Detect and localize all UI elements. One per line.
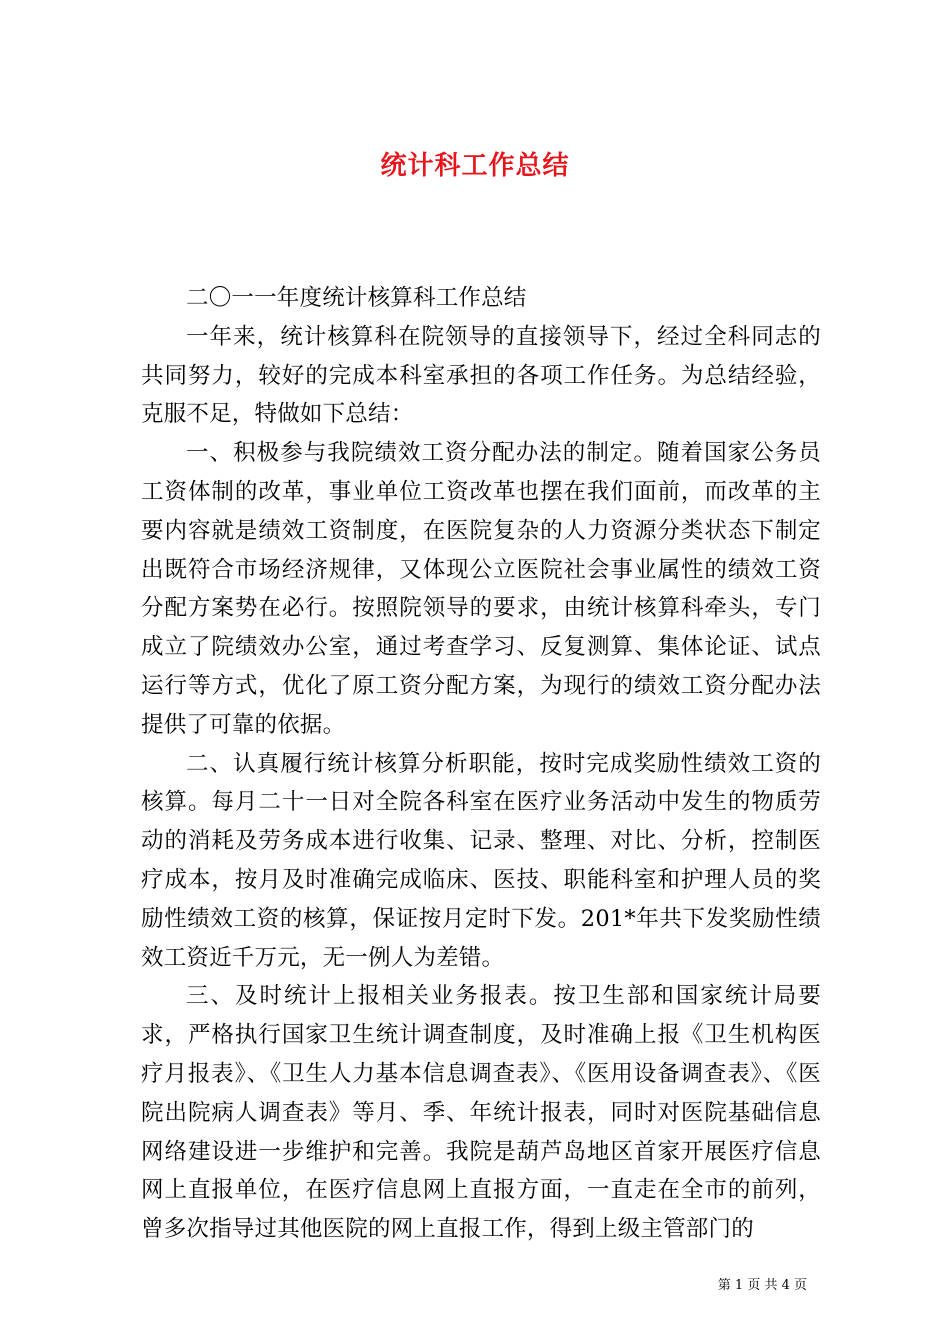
page-number: 第 1 页 共 4 页: [717, 1278, 807, 1293]
paragraph-section-3: 三、及时统计上报相关业务报表。按卫生部和国家统计局要求，严格执行国家卫生统计调查制度，及时准确上报《卫生机构医疗月报表》、《卫生人力基本信息调查表》、《医用设备调查表》、《医院出院病人调查表》等月、季、年统计报表，同时对医院基础信息网络建设进一步维护和完善。我院是葫芦岛地区首家开展医疗信息网上直报单位，在医疗信息网上直报方面，一直走在全市的前列，曾多次指导过其他医院的网上直报工作，得到上级主管部门的: [141, 983, 821, 1243]
paragraph-subtitle: 二〇一一年度统计核算科工作总结: [186, 285, 527, 311]
document-body: [141, 279, 821, 1249]
paragraph-section-2: 二、认真履行统计核算分析职能，按时完成奖励性绩效工资的核算。每月二十一日对全院各科室在医疗业务活动中发生的物质劳动的消耗及劳务成本进行收集、记录、整理、对比、分析，控制医疗成本，按月及时准确完成临床、医技、职能科室和护理人员的奖励性绩效工资的核算，保证按月定时下发。201*年共下发奖励性绩效工资近千万元，无一例人为差错。: [141, 750, 821, 971]
paragraph-intro: 一年来，统计核算科在院领导的直接领导下，经过全科同志的共同努力，较好的完成本科室承担的各项工作任务。为总结经验，克服不足，特做如下总结：: [141, 323, 821, 428]
document-title: 统计科工作总结: [380, 151, 570, 182]
paragraph-section-1: 一、积极参与我院绩效工资分配办法的制定。随着国家公务员工资体制的改革，事业单位工资改革也摆在我们面前，而改革的主要内容就是绩效工资制度，在医院复杂的人力资源分类状态下制定出既符合市场经济规律，又体现公立医院社会事业属性的绩效工资分配方案势在必行。按照院领导的要求，由统计核算科牵头，专门成立了院绩效办公室，通过考查学习、反复测算、集体论证、试点运行等方式，优化了原工资分配方案，为现行的绩效工资分配办法提供了可靠的依据。: [141, 440, 821, 738]
